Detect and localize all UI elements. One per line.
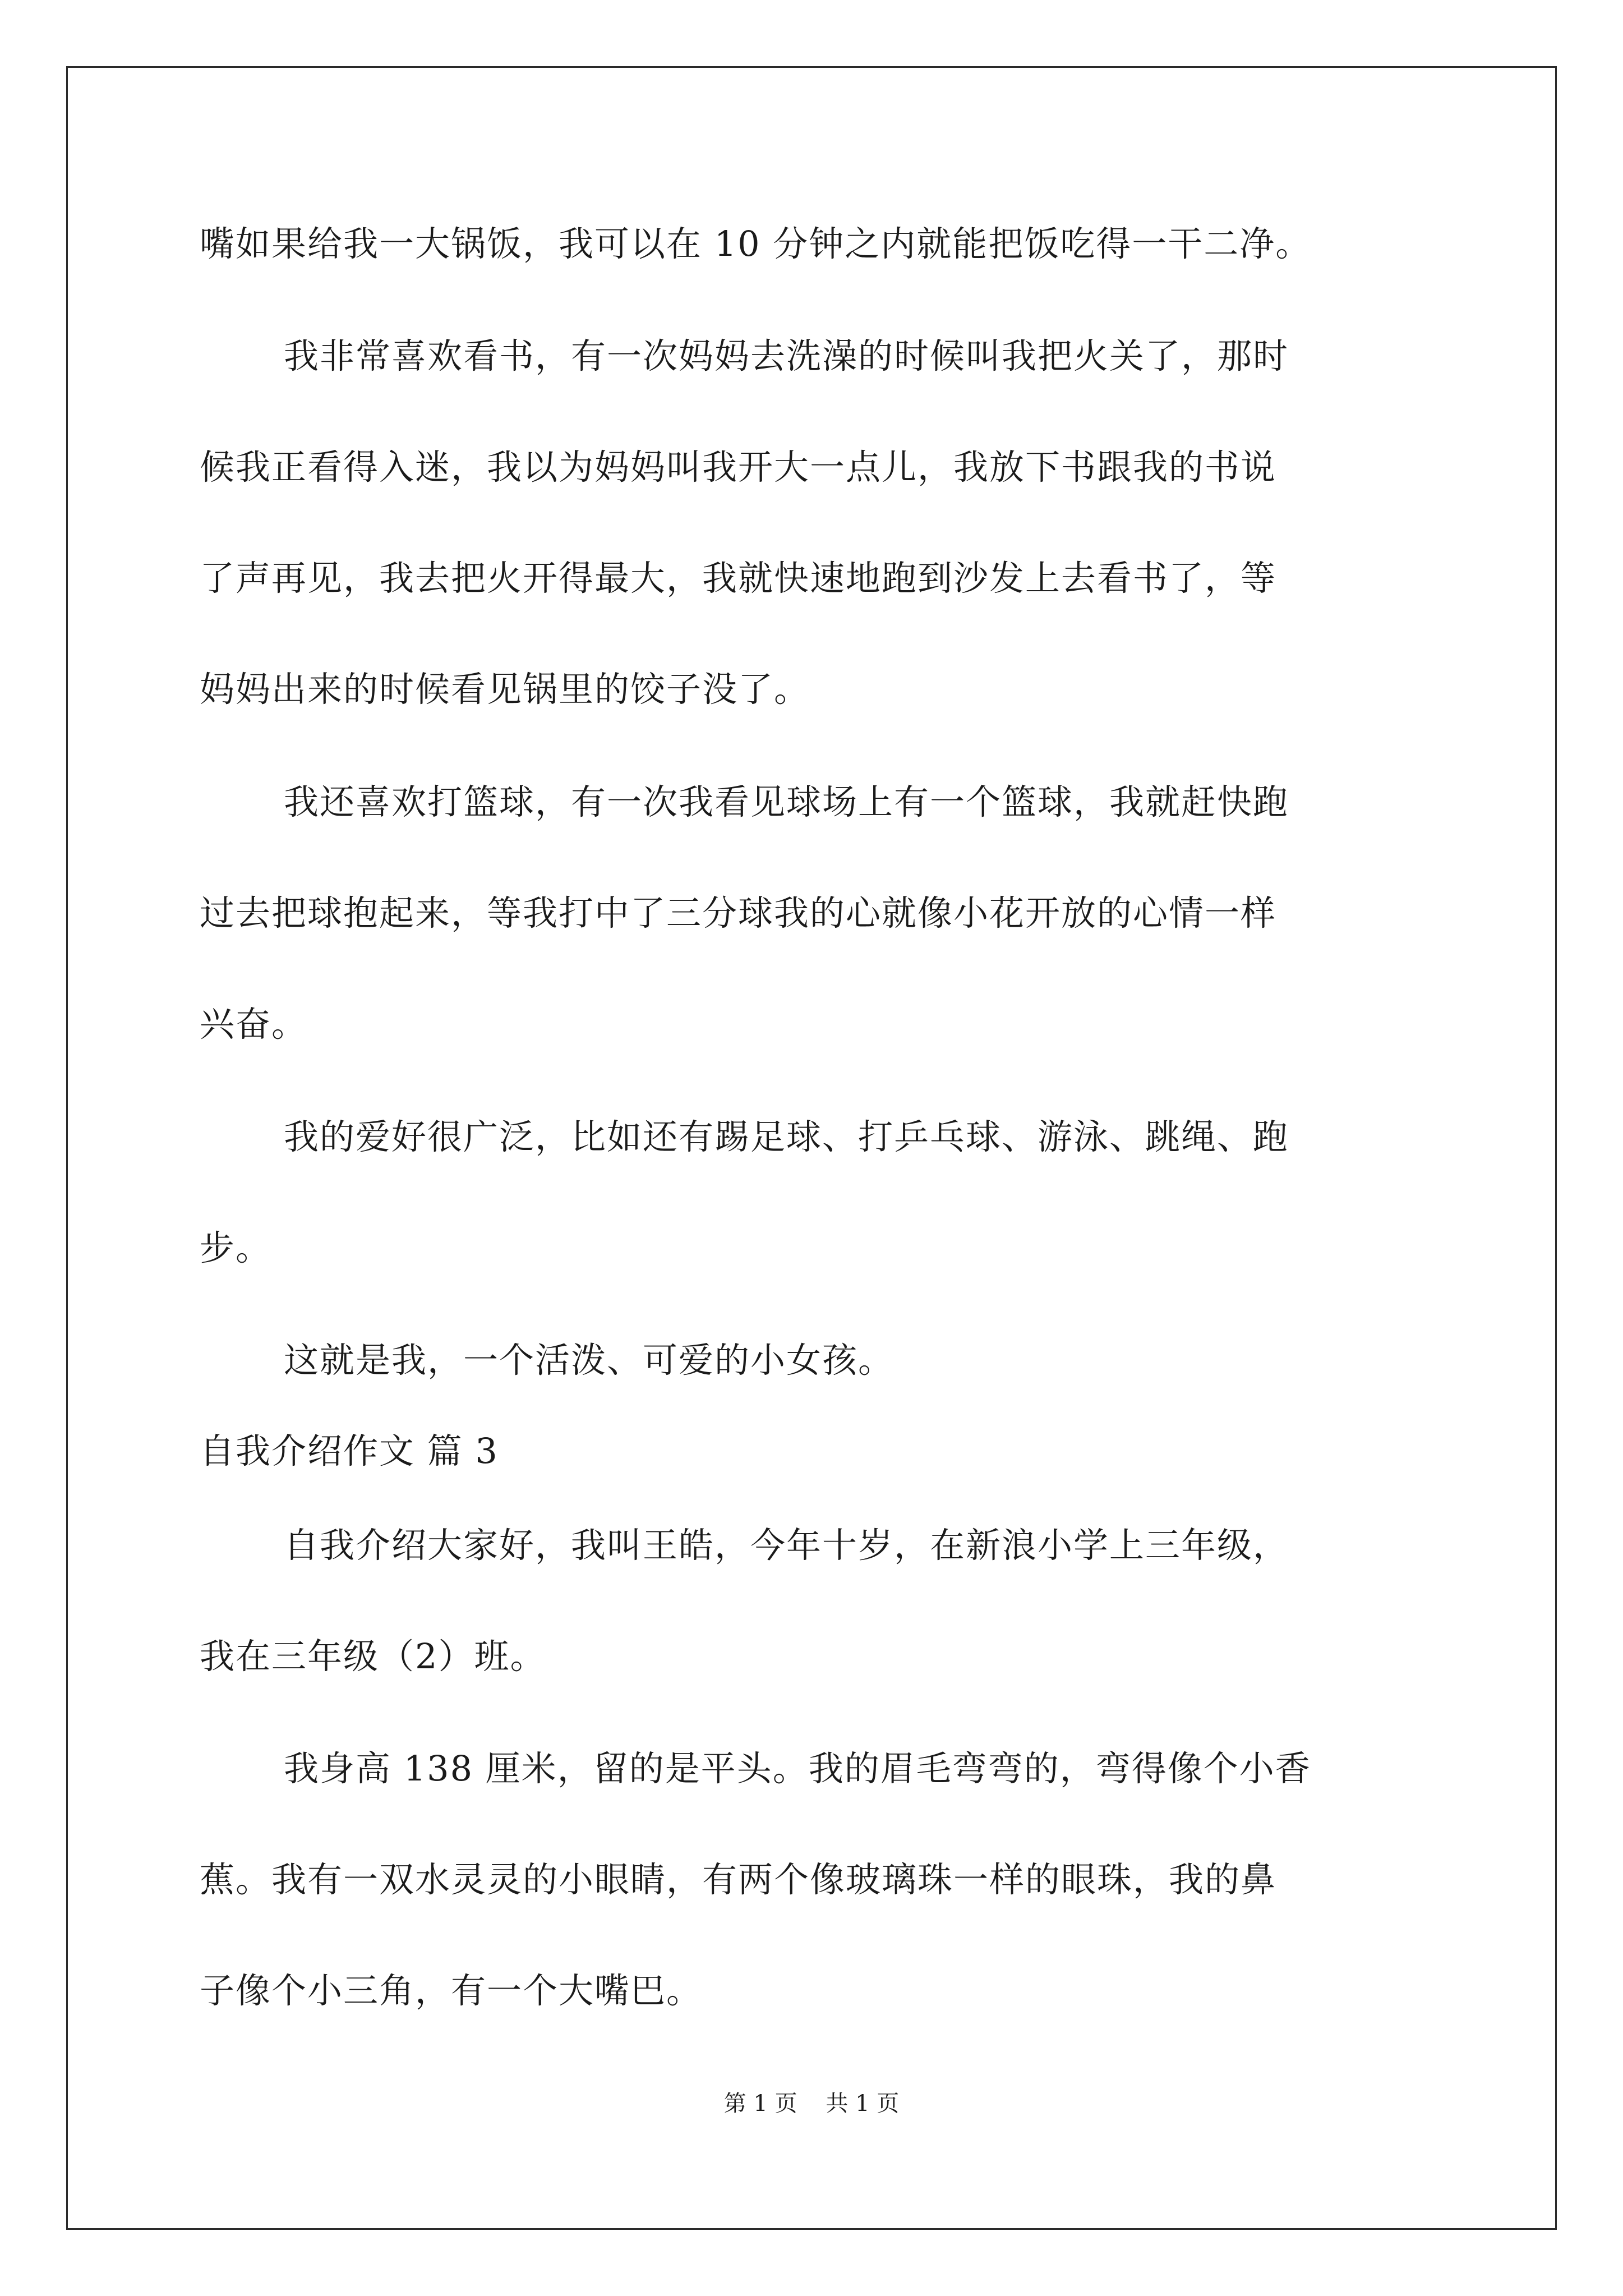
text-line: 过去把球抱起来，等我打中了三分球我的心就像小花开放的心情一样 — [200, 892, 1277, 933]
text-line: 这就是我，一个活泼、可爱的小女孩。 — [284, 1340, 895, 1381]
text-line: 蕉。我有一双水灵灵的小眼睛，有两个像玻璃珠一样的眼珠，我的鼻 — [200, 1859, 1277, 1900]
text-line: 兴奋。 — [200, 1004, 308, 1045]
text-line: 步。 — [200, 1227, 272, 1268]
text-line: 我还喜欢打篮球，有一次我看见球场上有一个篮球，我就赶快跑 — [284, 781, 1289, 822]
page-number: 第 1 页 共 1 页 — [723, 2091, 900, 2116]
text-line: 了声再见，我去把火开得最大，我就快速地跑到沙发上去看书了，等 — [200, 558, 1277, 599]
text-line: 自我介绍大家好，我叫王皓，今年十岁，在新浪小学上三年级， — [284, 1525, 1289, 1566]
text-line: 嘴如果给我一大锅饭，我可以在 10 分钟之内就能把饭吃得一干二净。 — [200, 223, 1312, 264]
text-line: 子像个小三角，有一个大嘴巴。 — [200, 1970, 703, 2011]
section-heading: 自我介绍作文 篇 3 — [200, 1430, 499, 1471]
text-line: 我在三年级（2）班。 — [200, 1636, 546, 1677]
text-line: 我非常喜欢看书，有一次妈妈去洗澡的时候叫我把火关了，那时 — [284, 335, 1289, 376]
text-line: 候我正看得入迷，我以为妈妈叫我开大一点儿，我放下书跟我的书说 — [200, 447, 1277, 487]
text-line: 我身高 138 厘米，留的是平头。我的眉毛弯弯的，弯得像个小香 — [284, 1748, 1311, 1789]
text-line: 我的爱好很广泛，比如还有踢足球、打乒乓球、游泳、跳绳、跑 — [284, 1116, 1289, 1157]
text-line: 妈妈出来的时候看见锅里的饺子没了。 — [200, 669, 810, 710]
